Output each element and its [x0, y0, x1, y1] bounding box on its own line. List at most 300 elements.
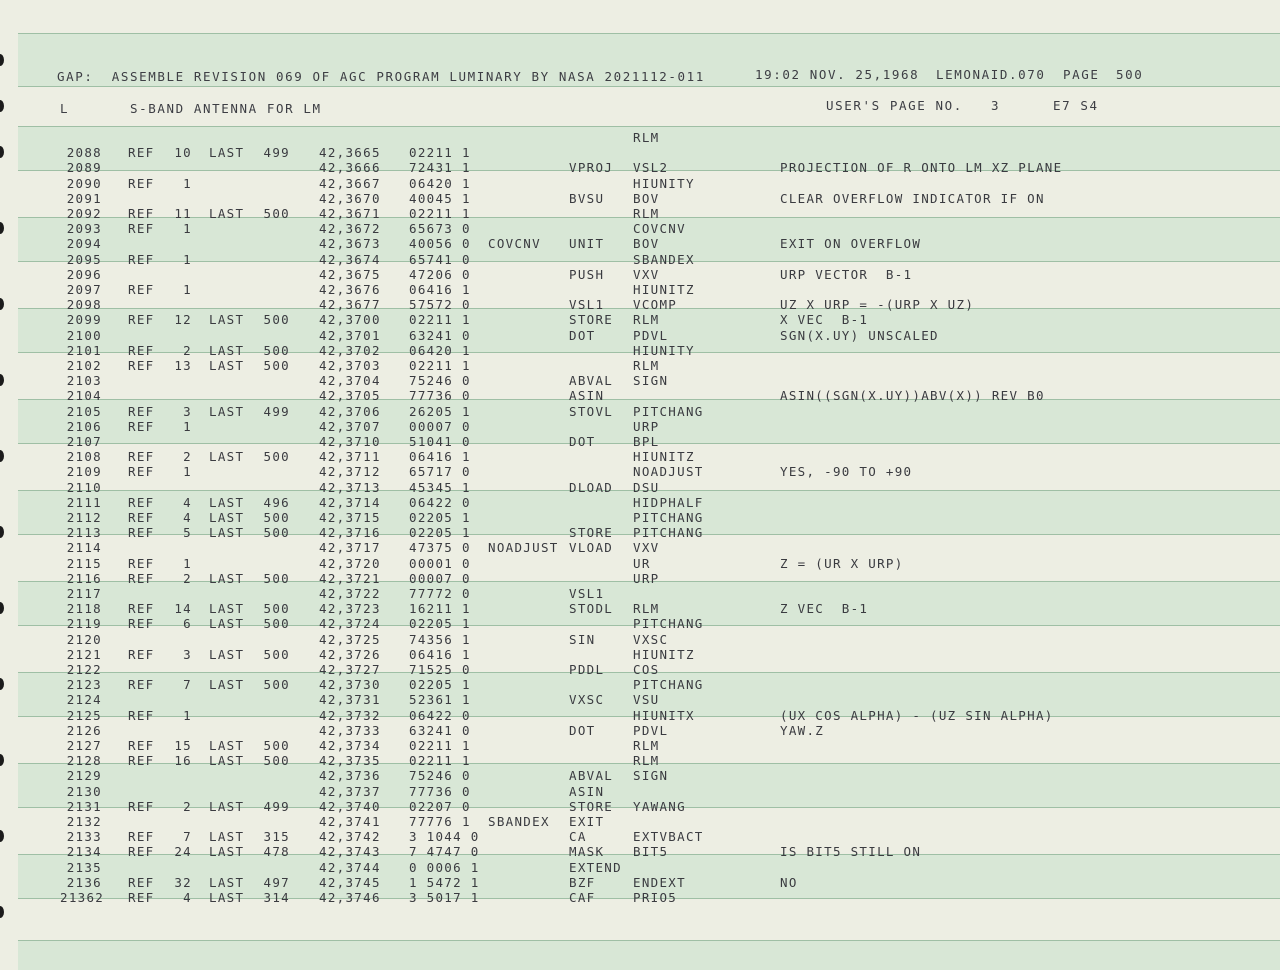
listing-addr: 42,3712 [319, 464, 381, 480]
listing-op: CAF [569, 890, 596, 905]
listing-code: 00007 0 [409, 570, 471, 586]
listing-last: LAST [209, 646, 245, 662]
listing-operand: SIGN [633, 373, 669, 389]
listing-addr: 42,3714 [319, 494, 381, 510]
listing-row [0, 221, 1280, 236]
listing-comment: EXIT ON OVERFLOW [780, 236, 922, 252]
listing-refn: 1 [183, 418, 192, 434]
listing-comment: Z = (UR X URP) [780, 555, 904, 571]
listing-ref: REF [128, 874, 155, 890]
listing-ref: REF [128, 510, 155, 525]
listing-ref: REF [128, 282, 155, 297]
listing-last: LAST [209, 890, 245, 905]
listing-operand: RLM [633, 206, 660, 221]
listing-ref: REF [128, 890, 155, 905]
listing-row [0, 799, 1280, 814]
listing-refn: 7 [183, 829, 192, 845]
listing-code: 74356 1 [409, 631, 471, 647]
listing-addr: 42,3672 [319, 221, 381, 237]
listing-code: 75246 0 [409, 768, 471, 784]
listing-addr: 42,3745 [319, 874, 381, 890]
users-page-number: 3 [991, 98, 1001, 113]
listing-code: 51041 0 [409, 434, 471, 449]
listing-row [0, 708, 1280, 723]
listing-line: 2118 [66, 601, 102, 617]
listing-line: 2091 [66, 190, 102, 206]
listing-code: 02211 1 [409, 145, 471, 161]
listing-last: LAST [209, 753, 245, 769]
listing-code: 26205 1 [409, 403, 471, 419]
listing-addr: 42,3716 [319, 525, 381, 541]
listing-code: 65673 0 [409, 221, 471, 237]
listing-line: 2124 [66, 692, 102, 708]
listing-last: LAST [209, 874, 245, 890]
listing-operand: RLM [633, 753, 660, 769]
listing-operand: BOV [633, 236, 660, 252]
listing-line: 2097 [66, 282, 102, 297]
listing-row [0, 647, 1280, 662]
listing-ref: REF [128, 494, 155, 510]
listing-op: EXTEND [569, 859, 622, 875]
listing-line: 2099 [66, 312, 102, 328]
listing-line: 2129 [66, 768, 102, 784]
listing-addr: 42,3675 [319, 266, 381, 282]
listing-comment: NO [780, 874, 798, 890]
listing-line: 2103 [66, 373, 102, 389]
listing-addr: 42,3676 [319, 282, 381, 297]
listing-ref: REF [128, 449, 155, 465]
listing-refn: 14 [174, 601, 192, 617]
listing-last: LAST [209, 358, 245, 373]
listing-last: LAST [209, 206, 245, 221]
listing-refn: 2 [183, 798, 192, 814]
listing-operand: RLM [633, 358, 660, 373]
section-title: S-BAND ANTENNA FOR LM [130, 101, 322, 116]
listing-addr: 42,3732 [319, 707, 381, 723]
listing-addr: 42,3741 [319, 814, 381, 829]
listing-lastn: 500 [263, 342, 290, 358]
listing-row [0, 723, 1280, 738]
listing-op: VPROJ [569, 160, 614, 176]
listing-code: 06420 1 [409, 342, 471, 358]
listing-ref: REF [128, 221, 155, 237]
listing-addr: 42,3665 [319, 145, 381, 161]
listing-line: 2110 [66, 479, 102, 495]
listing-line: 2102 [66, 358, 102, 373]
listing-comment: X VEC B-1 [780, 312, 869, 328]
listing-comment: Z VEC B-1 [780, 601, 869, 617]
listing-comment: IS BIT5 STILL ON [780, 844, 922, 860]
listing-ref: REF [128, 707, 155, 723]
listing-operand: PITCHANG [633, 510, 704, 525]
listing-row [0, 419, 1280, 434]
listing-op: ABVAL [569, 373, 614, 389]
listing-op: UNIT [569, 236, 605, 252]
listing-ref: REF [128, 677, 155, 693]
listing-row [0, 449, 1280, 464]
listing-op: DOT [569, 434, 596, 449]
listing-row [0, 601, 1280, 616]
listing-ref: REF [128, 312, 155, 328]
listing-row [0, 358, 1280, 373]
listing-row [0, 176, 1280, 191]
listing-refn: 5 [183, 525, 192, 541]
listing-last: LAST [209, 145, 245, 161]
listing-comment: SGN(X.UY) UNSCALED [780, 327, 939, 343]
listing-last: LAST [209, 601, 245, 617]
listing-code: 02211 1 [409, 738, 471, 753]
listing-code: 45345 1 [409, 479, 471, 495]
listing-code: 1 5472 1 [409, 874, 480, 890]
listing-op: DLOAD [569, 479, 614, 495]
listing-op: VSL1 [569, 297, 605, 313]
listing-last: LAST [209, 449, 245, 465]
listing-addr: 42,3742 [319, 829, 381, 845]
listing-code: 02205 1 [409, 677, 471, 693]
listing-code: 02207 0 [409, 798, 471, 814]
listing-ref: REF [128, 570, 155, 586]
listing-label: SBANDEX [488, 814, 550, 829]
listing-addr: 42,3704 [319, 373, 381, 389]
listing-addr: 42,3673 [319, 236, 381, 252]
listing-lastn: 499 [263, 798, 290, 814]
listing-op: ABVAL [569, 768, 614, 784]
print-date: 19:02 NOV. 25,1968 [755, 67, 920, 82]
listing-operand: PITCHANG [633, 525, 704, 541]
listing-row [0, 312, 1280, 327]
listing-op: BZF [569, 874, 596, 890]
listing-addr: 42,3701 [319, 327, 381, 343]
listing-addr: 42,3731 [319, 692, 381, 708]
listing-row [0, 495, 1280, 510]
listing-last: LAST [209, 525, 245, 541]
listing-line: 2135 [66, 859, 102, 875]
listing-addr: 42,3671 [319, 206, 381, 221]
listing-line: 2113 [66, 525, 102, 541]
listing-comment: (UX COS ALPHA) - (UZ SIN ALPHA) [780, 707, 1054, 723]
listing-addr: 42,3707 [319, 418, 381, 434]
listing-row [0, 571, 1280, 586]
listing-addr: 42,3730 [319, 677, 381, 693]
listing-last: LAST [209, 312, 245, 328]
listing-operand: NOADJUST [633, 464, 704, 480]
listing-op: VXSC [569, 692, 605, 708]
listing-row [0, 252, 1280, 267]
listing-ref: REF [128, 753, 155, 769]
listing-row [0, 844, 1280, 859]
listing-refn: 2 [183, 449, 192, 465]
listing-row [0, 480, 1280, 495]
listing-code: 65717 0 [409, 464, 471, 480]
listing-addr: 42,3674 [319, 251, 381, 267]
listing-line: 2107 [66, 434, 102, 449]
listing-row [0, 860, 1280, 875]
listing-ref: REF [128, 555, 155, 571]
listing-row [0, 875, 1280, 890]
listing-row [0, 130, 1280, 145]
listing-lastn: 478 [263, 844, 290, 860]
listing-op: PDDL [569, 662, 605, 677]
listing-op: SIN [569, 631, 596, 647]
listing-refn: 16 [174, 753, 192, 769]
listing-last: LAST [209, 342, 245, 358]
listing-code: 06420 1 [409, 175, 471, 191]
listing-refn: 2 [183, 570, 192, 586]
listing-line: 2123 [66, 677, 102, 693]
listing-code: 77736 0 [409, 783, 471, 799]
listing-operand: PITCHANG [633, 403, 704, 419]
listing-line: 2127 [66, 738, 102, 753]
listing-operand: EXTVBACT [633, 829, 704, 845]
listing-op: STODL [569, 601, 614, 617]
listing-addr: 42,3723 [319, 601, 381, 617]
listing-row [0, 662, 1280, 677]
listing-addr: 42,3700 [319, 312, 381, 328]
listing-line: 2090 [66, 175, 102, 191]
listing-addr: 42,3743 [319, 844, 381, 860]
listing-last: LAST [209, 510, 245, 525]
listing-code: 06422 0 [409, 707, 471, 723]
listing-operand: URP [633, 418, 660, 434]
listing-code: 02211 1 [409, 312, 471, 328]
listing-addr: 42,3733 [319, 722, 381, 738]
listing-line: 2114 [66, 540, 102, 556]
listing-code: 00007 0 [409, 418, 471, 434]
listing-line: 2121 [66, 646, 102, 662]
listing-operand: VXSC [633, 631, 669, 647]
listing-addr: 42,3666 [319, 160, 381, 176]
listing-operand: SBANDEX [633, 251, 695, 267]
listing-lastn: 500 [263, 449, 290, 465]
users-page-label: USER'S PAGE NO. [826, 98, 963, 113]
listing-last: LAST [209, 798, 245, 814]
listing-operand: VXV [633, 540, 660, 556]
listing-row [0, 738, 1280, 753]
listing-row [0, 328, 1280, 343]
listing-addr: 42,3667 [319, 175, 381, 191]
band-rule [18, 86, 1280, 87]
listing-last: LAST [209, 570, 245, 586]
listing-row [0, 753, 1280, 768]
listing-op: MASK [569, 844, 605, 860]
listing-operand: BOV [633, 190, 660, 206]
listing-lastn: 499 [263, 403, 290, 419]
listing-code: 3 1044 0 [409, 829, 480, 845]
listing-addr: 42,3705 [319, 388, 381, 404]
listing-ref: REF [128, 646, 155, 662]
listing-operand: HIDPHALF [633, 494, 704, 510]
listing-addr: 42,3726 [319, 646, 381, 662]
listing-row [0, 829, 1280, 844]
listing-lastn: 500 [263, 206, 290, 221]
listing-refn: 6 [183, 616, 192, 632]
listing-line: 2094 [66, 236, 102, 252]
listing-last: LAST [209, 616, 245, 632]
listing-op: ASIN [569, 783, 605, 799]
listing-line: 2111 [66, 494, 102, 510]
listing-lastn: 497 [263, 874, 290, 890]
listing-code: 02205 1 [409, 525, 471, 541]
listing-code: 00001 0 [409, 555, 471, 571]
listing-row [0, 784, 1280, 799]
listing-code: 02211 1 [409, 206, 471, 221]
listing-row [0, 236, 1280, 251]
listing-row [0, 586, 1280, 601]
listing-code: 3 5017 1 [409, 890, 480, 905]
listing-refn: 4 [183, 510, 192, 525]
listing-operand: VSU [633, 692, 660, 708]
listing-line: 2128 [66, 753, 102, 769]
listing-refn: 3 [183, 403, 192, 419]
listing-code: 63241 0 [409, 722, 471, 738]
listing-operand: RLM [633, 130, 660, 145]
listing-code: 06416 1 [409, 646, 471, 662]
listing-refn: 2 [183, 342, 192, 358]
listing-lastn: 500 [263, 646, 290, 662]
listing-operand: PDVL [633, 722, 669, 738]
listing-refn: 4 [183, 890, 192, 905]
listing-row [0, 556, 1280, 571]
listing-row [0, 692, 1280, 707]
listing-op: PUSH [569, 266, 605, 282]
listing-code: 06422 0 [409, 494, 471, 510]
listing-code: 7 4747 0 [409, 844, 480, 860]
listing-refn: 32 [174, 874, 192, 890]
band-rule [18, 33, 1280, 34]
listing-ref: REF [128, 342, 155, 358]
listing-ref: REF [128, 601, 155, 617]
listing-comment: ASIN((SGN(X.UY))ABV(X)) REV B0 [780, 388, 1045, 404]
listing-lastn: 314 [263, 890, 290, 905]
listing-refn: 13 [174, 358, 192, 373]
listing-addr: 42,3706 [319, 403, 381, 419]
listing-code: 16211 1 [409, 601, 471, 617]
listing-ref: REF [128, 403, 155, 419]
feed-hole [0, 54, 4, 66]
listing-addr: 42,3735 [319, 753, 381, 769]
listing-row [0, 373, 1280, 388]
listing-refn: 11 [174, 206, 192, 221]
listing-addr: 42,3711 [319, 449, 381, 465]
listing-code: 06416 1 [409, 449, 471, 465]
listing-refn: 1 [183, 221, 192, 237]
listing-refn: 10 [174, 145, 192, 161]
listing-line: 2125 [66, 707, 102, 723]
listing-addr: 42,3715 [319, 510, 381, 525]
listing-refn: 1 [183, 464, 192, 480]
listing-line: 2115 [66, 555, 102, 571]
listing-lastn: 500 [263, 312, 290, 328]
listing-addr: 42,3713 [319, 479, 381, 495]
listing-last: LAST [209, 829, 245, 845]
listing-line: 2108 [66, 449, 102, 465]
listing-op: STORE [569, 525, 614, 541]
listing-line: 2134 [66, 844, 102, 860]
listing-addr: 42,3740 [319, 798, 381, 814]
listing-addr: 42,3702 [319, 342, 381, 358]
listing-ref: REF [128, 251, 155, 267]
listing-addr: 42,3670 [319, 190, 381, 206]
listing-refn: 3 [183, 646, 192, 662]
listing-refn: 1 [183, 707, 192, 723]
listing-addr: 42,3717 [319, 540, 381, 556]
listing-line: 2098 [66, 297, 102, 313]
listing-operand: SIGN [633, 768, 669, 784]
listing-line: 2117 [66, 586, 102, 601]
listing-comment: YES, -90 TO +90 [780, 464, 913, 480]
listing-line: 2126 [66, 722, 102, 738]
page-number: 500 [1116, 67, 1144, 82]
band-rule [18, 126, 1280, 127]
listing-ref: REF [128, 525, 155, 541]
listing-refn: 1 [183, 251, 192, 267]
listing-row [0, 404, 1280, 419]
feed-hole [0, 906, 4, 918]
listing-addr: 42,3703 [319, 358, 381, 373]
listing-row [0, 814, 1280, 829]
listing-ref: REF [128, 829, 155, 845]
listing-addr: 42,3727 [319, 662, 381, 677]
page-suffix: E7 S4 [1053, 98, 1099, 113]
listing-comment: PROJECTION OF R ONTO LM XZ PLANE [780, 160, 1063, 176]
listing-code: 65741 0 [409, 251, 471, 267]
listing-row [0, 540, 1280, 555]
listing-refn: 12 [174, 312, 192, 328]
listing-lastn: 500 [263, 677, 290, 693]
listing-lastn: 500 [263, 753, 290, 769]
listing-code: 77772 0 [409, 586, 471, 601]
listing-code: 75246 0 [409, 373, 471, 389]
listing-row [0, 768, 1280, 783]
listing-operand: HIUNITZ [633, 646, 695, 662]
listing-refn: 15 [174, 738, 192, 753]
listing-line: 2116 [66, 570, 102, 586]
listing-row [0, 434, 1280, 449]
listing-code: 71525 0 [409, 662, 471, 677]
listing-row [0, 677, 1280, 692]
listing-line: 2132 [66, 814, 102, 829]
listing-line: 2119 [66, 616, 102, 632]
listing-operand: VXV [633, 266, 660, 282]
listing-row [0, 297, 1280, 312]
listing-operand: ENDEXT [633, 874, 686, 890]
listing-operand: VCOMP [633, 297, 678, 313]
listing-row [0, 191, 1280, 206]
listing-op: BVSU [569, 190, 605, 206]
listing-refn: 24 [174, 844, 192, 860]
listing-comment: YAW.Z [780, 722, 825, 738]
listing-addr: 42,3677 [319, 297, 381, 313]
listing-addr: 42,3734 [319, 738, 381, 753]
listing-code: 77736 0 [409, 388, 471, 404]
listing-comment: UZ X URP = -(URP X UZ) [780, 297, 975, 313]
listing-line: 2122 [66, 662, 102, 677]
assembly-header: GAP: ASSEMBLE REVISION 069 OF AGC PROGRAM LUMINARY BY NASA 2021112-011 [57, 69, 705, 84]
listing-code: 57572 0 [409, 297, 471, 313]
listing-operand: VSL2 [633, 160, 669, 176]
listing-operand: URP [633, 570, 660, 586]
listing-op: DOT [569, 722, 596, 738]
listing-ref: REF [128, 798, 155, 814]
listing-row [0, 510, 1280, 525]
listing-lastn: 500 [263, 601, 290, 617]
listing-operand: COVCNV [633, 221, 686, 237]
listing-code: 47206 0 [409, 266, 471, 282]
listing-line: 2100 [66, 327, 102, 343]
listing-addr: 42,3725 [319, 631, 381, 647]
listing-ref: REF [128, 418, 155, 434]
listing-operand: RLM [633, 601, 660, 617]
